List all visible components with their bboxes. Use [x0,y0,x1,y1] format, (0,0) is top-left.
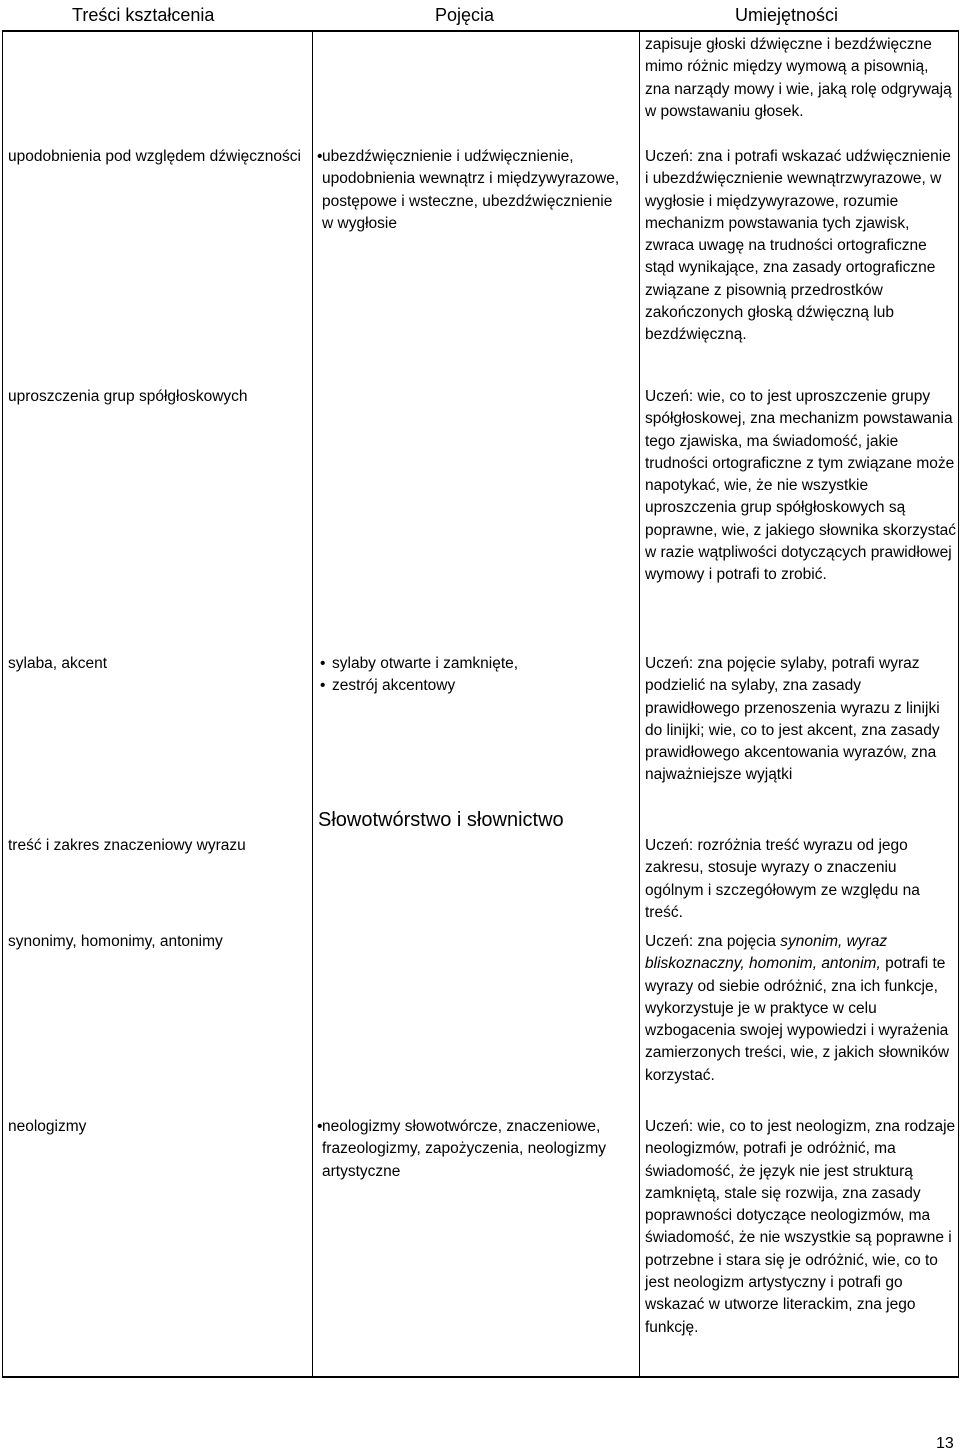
row1-skills [645,146,957,380]
row1-topic [8,146,308,168]
row6-topic [8,1116,308,1138]
column-header-content: Treści kształcenia [72,5,215,25]
concept-item: • sylaby otwarte i zamknięte, [332,653,627,675]
concept-item: • neologizmy słowotwórcze, znaczeniowe, frazeologizmy, zapożyczenia, neologizmy artystyczne [322,1116,634,1183]
grid-line-top [2,30,959,32]
row1-concepts [322,146,627,235]
row3-concepts [332,653,627,698]
skills-text: Uczeń: wie, co to jest uproszczenie grupy spółgłoskowej, zna mechanizm powstawania tego zjawiska, ma świadomość, jakie trudności ortograficzne z tym związane może napotykać, wie, że nie wszystkie uproszczenia grup spółgłoskowych są poprawne, wie, z jakiego słownika skorzystać w razie wątpliwości dotyczących prawidłowej wymowy i potrafi to zrobić. [645,388,956,584]
concept-list [332,653,627,698]
row3-topic [8,653,308,675]
row0-skills [645,34,957,144]
skills-text: zapisuje głoski dźwięczne i bezdźwięczne mimo różnic między wymową a pisownią, zna narządy mowy i wie, jaką rolę odgrywają w powstawaniu głosek. [645,36,952,120]
skills-text: Uczeń: rozróżnia treść wyrazu od jego zakresu, stosuje wyrazy o znaczeniu ogólnym i szczegółowym ze względu na treść. [645,837,920,921]
column-header-concepts: Pojęcia [435,5,495,25]
row4-skills [645,835,957,924]
topic-text: synonimy, homonimy, antonimy [8,933,223,950]
topic-text: treść i zakres znaczeniowy wyrazu [8,837,246,854]
concept-item: • zestrój akcentowy [332,675,627,697]
concept-list [322,1116,634,1183]
skills-suffix: potrafi te wyrazy od siebie odróżnić, zna ich funkcje, wykorzystuje je w praktyce w celu wzbogacenia swojej wypowiedzi i wyrażenia zamierzonych treści, wie, z jakich słowników korzystać. [645,955,950,1084]
row3-skills [645,653,957,803]
grid-line-right [958,30,959,1378]
skills-text: Uczeń: zna pojęcie sylaby, potrafi wyraz podzielić na sylaby, zna zasady prawidłowego przenoszenia wyrazu z linijki do linijki; wie, co to jest akcent, zna zasady prawidłowego akcentowania wyrazów, zna najważniejsze wyjątki [645,655,940,784]
page-number: 13 [936,1435,954,1452]
concept-list [322,146,627,235]
topic-text: neologizmy [8,1118,87,1135]
grid-line-left [2,30,3,1378]
grid-line-bottom [2,1376,959,1378]
row5-skills [645,931,957,1087]
skills-text [645,931,957,1087]
row6-concepts [322,1116,634,1183]
concept-item: • ubezdźwięcznienie i udźwięcznienie, upodobnienia wewnątrz i międzywyrazowe, postępowe i wsteczne, ubezdźwięcznienie w wygłosie [322,146,627,235]
column-header-skills: Umiejętności [735,5,839,25]
grid-line-col1 [312,30,313,1378]
row2-skills [645,386,957,654]
skills-italic-terms: synonim, wyraz bliskoznaczny, homonim, antonim, [645,933,888,973]
skills-prefix: Uczeń: zna pojęcia [645,933,781,950]
row4-topic [8,835,308,857]
topic-text: upodobnienia pod względem dźwięczności [8,148,301,165]
grid-line-col2 [639,30,640,1378]
skills-text: Uczeń: zna i potrafi wskazać udźwięcznienie i ubezdźwięcznienie wewnątrzwyrazowe, w wygłosie i międzywyrazowe, rozumie mechanizm powstawania tych zjawisk, zwraca uwagę na trudności ortograficzne stąd wynikające, zna zasady ortograficzne związane z pisownią przedrostków zakończonych głoską dźwięczną lub bezdźwięczną. [645,148,951,344]
table-header [0,0,960,30]
topic-text: sylaba, akcent [8,655,108,672]
row5-topic [8,931,308,953]
topic-text: uproszczenia grup spółgłoskowych [8,388,248,405]
skills-text: Uczeń: wie, co to jest neologizm, zna rodzaje neologizmów, potrafi je odróżnić, ma świadomość, że język nie jest strukturą zamkniętą, stale się rozwija, zna zasady poprawności dotyczące neologizmów, ma świadomość, że nie wszystkie są poprawne i potrzebne i stara się je odróżnić, wie, co to jest neologizm artystyczny i potrafi go wskazać w utworze literackim, zna jego funkcję. [645,1118,956,1336]
section-title: Słowotwórstwo i słownictwo [318,809,564,831]
row2-topic [8,386,308,408]
row6-skills [645,1116,957,1339]
